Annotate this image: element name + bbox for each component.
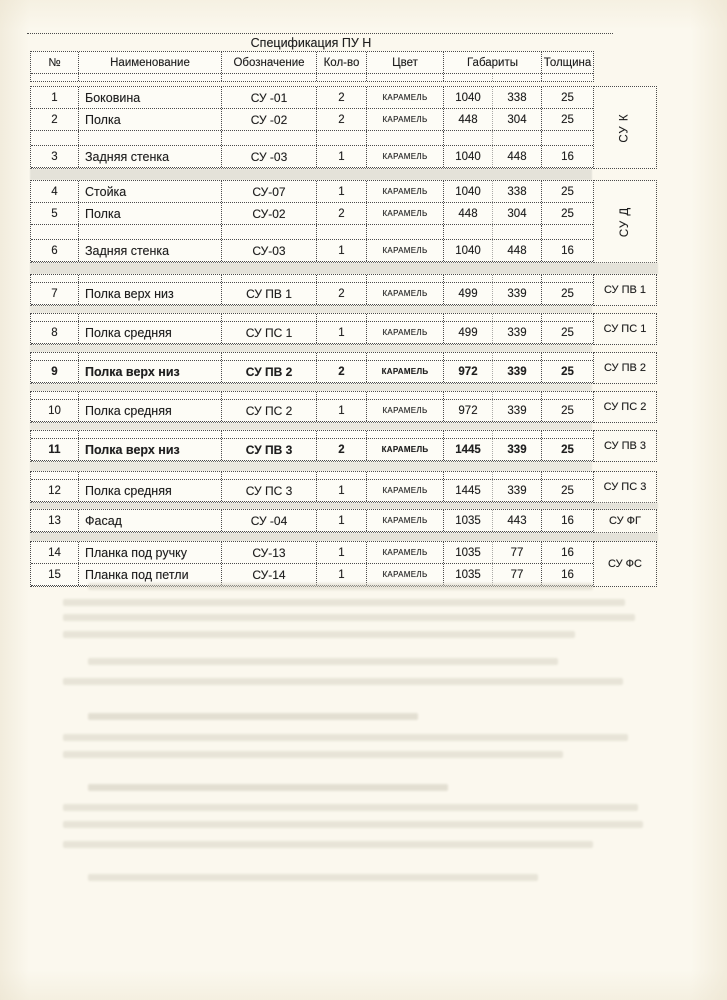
group-label-su-ps1: СУ ПС 1 bbox=[593, 313, 657, 345]
cell-qty: 1 bbox=[317, 480, 367, 501]
cell-color: КАРАМЕЛЬ bbox=[367, 400, 444, 421]
header-color: Цвет bbox=[367, 52, 444, 73]
header-qty: Кол-во bbox=[317, 52, 367, 73]
group-label-su-k: СУ К bbox=[593, 86, 657, 169]
cell-thickness: 16 bbox=[561, 150, 574, 163]
bleed-through-line bbox=[88, 583, 593, 590]
spacer-row bbox=[31, 431, 593, 439]
section-gap-shading bbox=[30, 423, 592, 430]
group-section-su-fs bbox=[30, 541, 642, 587]
bleed-through-line bbox=[88, 874, 538, 881]
bleed-through-line bbox=[63, 751, 563, 758]
cell-num: 13 bbox=[31, 510, 79, 531]
cell-color: КАРАМЕЛЬ bbox=[367, 240, 444, 261]
cell-name: Полка верх низ bbox=[79, 439, 222, 460]
cell-designation: СУ-14 bbox=[222, 564, 317, 585]
bleed-through-line bbox=[88, 658, 558, 665]
cell-name: Полка средняя bbox=[79, 322, 222, 343]
header-dimensions: Габариты bbox=[444, 52, 542, 73]
cell-thickness: 16 bbox=[561, 514, 574, 527]
group-section-su-k bbox=[30, 86, 631, 169]
group-label-su-fs: СУ ФС bbox=[593, 541, 657, 587]
section-gap-shading bbox=[30, 345, 592, 352]
cell-dim-height: 77 bbox=[493, 542, 542, 563]
spacer-row bbox=[31, 314, 593, 322]
group-label-su-pv2: СУ ПВ 2 bbox=[593, 352, 657, 384]
cell-dim-width: 499 bbox=[444, 283, 493, 304]
cell-qty: 2 bbox=[317, 109, 367, 130]
cell-dim-width: 1035 bbox=[444, 542, 493, 563]
cell-dim-height: 339 bbox=[493, 361, 542, 382]
cell-dim-height: 448 bbox=[493, 240, 542, 261]
cell-name: Планка под ручку bbox=[79, 542, 222, 563]
cell-dim-height: 304 bbox=[493, 109, 542, 130]
cell-dim-height: 339 bbox=[493, 480, 542, 501]
group-label-su-pv1: СУ ПВ 1 bbox=[593, 274, 657, 306]
cell-designation: СУ ПВ 3 bbox=[222, 439, 317, 460]
cell-designation: СУ ПС 3 bbox=[222, 480, 317, 501]
cell-num: 4 bbox=[31, 181, 79, 202]
cell-dim-width: 448 bbox=[444, 203, 493, 224]
cell-color: КАРАМЕЛЬ bbox=[367, 480, 444, 501]
cell-color: КАРАМЕЛЬ bbox=[367, 439, 444, 460]
cell-qty: 1 bbox=[317, 146, 367, 167]
spacer-row bbox=[31, 353, 593, 361]
cell-thickness: 25 bbox=[561, 443, 574, 456]
group-section-su-ps2 bbox=[30, 391, 647, 423]
table-row bbox=[31, 361, 593, 383]
group-section-su-pv1 bbox=[30, 274, 647, 306]
table-row bbox=[31, 480, 593, 502]
cell-color: КАРАМЕЛЬ bbox=[367, 109, 444, 130]
cell-color: КАРАМЕЛЬ bbox=[367, 361, 444, 382]
spacer-row bbox=[31, 275, 593, 283]
cell-num: 14 bbox=[31, 542, 79, 563]
cell-color: КАРАМЕЛЬ bbox=[367, 564, 444, 585]
top-dotted-rule bbox=[27, 33, 613, 34]
header-thickness: Толщина bbox=[543, 56, 592, 69]
cell-color: КАРАМЕЛЬ bbox=[367, 283, 444, 304]
cell-qty: 2 bbox=[317, 439, 367, 460]
table-row bbox=[31, 240, 593, 262]
bleed-through-line bbox=[63, 734, 628, 741]
cell-color: КАРАМЕЛЬ bbox=[367, 181, 444, 202]
cell-dim-width: 448 bbox=[444, 109, 493, 130]
bleed-through-line bbox=[63, 821, 643, 828]
cell-color: КАРАМЕЛЬ bbox=[367, 146, 444, 167]
cell-designation: СУ ПС 2 bbox=[222, 400, 317, 421]
group-section-su-fg bbox=[30, 509, 641, 533]
table-row bbox=[31, 109, 593, 131]
cell-dim-height: 339 bbox=[493, 322, 542, 343]
bleed-through-line bbox=[88, 713, 418, 720]
bleed-through-line bbox=[63, 841, 593, 848]
cell-designation: СУ -04 bbox=[222, 510, 317, 531]
bleed-through-line bbox=[63, 631, 575, 638]
table-row bbox=[31, 542, 593, 564]
empty-row bbox=[31, 225, 593, 240]
header-num: № bbox=[31, 52, 79, 73]
cell-thickness: 25 bbox=[561, 484, 574, 497]
cell-name: Полка верх низ bbox=[79, 283, 222, 304]
bleed-through-line bbox=[63, 678, 623, 685]
section-gap-shading bbox=[30, 306, 592, 313]
cell-thickness: 25 bbox=[561, 365, 574, 378]
group-label-su-ps3: СУ ПС 3 bbox=[593, 471, 657, 503]
cell-thickness: 25 bbox=[561, 207, 574, 220]
cell-qty: 2 bbox=[317, 283, 367, 304]
group-label-su-d: СУ Д bbox=[593, 180, 657, 263]
bleed-through-line bbox=[88, 784, 448, 791]
group-label-su-pv3: СУ ПВ 3 bbox=[593, 430, 657, 462]
cell-qty: 2 bbox=[317, 203, 367, 224]
section-gap-shading bbox=[30, 462, 592, 471]
bleed-through-line bbox=[63, 804, 638, 811]
cell-color: КАРАМЕЛЬ bbox=[367, 87, 444, 108]
cell-dim-height: 448 bbox=[493, 146, 542, 167]
cell-name: Полка средняя bbox=[79, 480, 222, 501]
cell-dim-width: 1035 bbox=[444, 564, 493, 585]
cell-dim-width: 499 bbox=[444, 322, 493, 343]
cell-dim-height: 338 bbox=[493, 181, 542, 202]
cell-thickness: 25 bbox=[561, 404, 574, 417]
spacer-row bbox=[31, 472, 593, 480]
bleed-through-line bbox=[63, 599, 625, 606]
cell-qty: 1 bbox=[317, 542, 367, 563]
cell-dim-height: 339 bbox=[493, 439, 542, 460]
table-row bbox=[31, 203, 593, 225]
cell-qty: 1 bbox=[317, 322, 367, 343]
cell-color: КАРАМЕЛЬ bbox=[367, 203, 444, 224]
cell-num: 6 bbox=[31, 240, 79, 261]
cell-num: 10 bbox=[31, 400, 79, 421]
cell-thickness: 25 bbox=[561, 91, 574, 104]
group-label-su-fg: СУ ФГ bbox=[593, 509, 657, 533]
cell-dim-width: 972 bbox=[444, 361, 493, 382]
cell-designation: СУ -01 bbox=[222, 87, 317, 108]
cell-num: 8 bbox=[31, 322, 79, 343]
cell-name: Полка средняя bbox=[79, 400, 222, 421]
cell-name: Задняя стенка bbox=[79, 240, 222, 261]
cell-color: КАРАМЕЛЬ bbox=[367, 322, 444, 343]
group-section-su-ps1 bbox=[30, 313, 647, 345]
cell-dim-width: 972 bbox=[444, 400, 493, 421]
table-row bbox=[31, 87, 593, 109]
cell-name: Полка bbox=[79, 203, 222, 224]
cell-qty: 1 bbox=[317, 564, 367, 585]
cell-dim-width: 1445 bbox=[444, 480, 493, 501]
section-gap-shading bbox=[30, 384, 592, 391]
cell-num: 11 bbox=[31, 439, 79, 460]
cell-num: 5 bbox=[31, 203, 79, 224]
cell-num: 3 bbox=[31, 146, 79, 167]
cell-thickness: 25 bbox=[561, 287, 574, 300]
cell-dim-height: 339 bbox=[493, 283, 542, 304]
cell-name: Боковина bbox=[79, 87, 222, 108]
table-row bbox=[31, 510, 593, 532]
cell-color: КАРАМЕЛЬ bbox=[367, 542, 444, 563]
section-gap-shading bbox=[30, 263, 658, 274]
header-name: Наименование bbox=[79, 52, 222, 73]
table-row bbox=[31, 439, 593, 461]
table-header-section bbox=[30, 51, 594, 82]
cell-thickness: 25 bbox=[561, 113, 574, 126]
cell-designation: СУ-03 bbox=[222, 240, 317, 261]
group-section-su-pv3 bbox=[30, 430, 647, 462]
cell-num: 7 bbox=[31, 283, 79, 304]
cell-name: Планка под петли bbox=[79, 564, 222, 585]
cell-designation: СУ ПС 1 bbox=[222, 322, 317, 343]
cell-qty: 1 bbox=[317, 510, 367, 531]
cell-designation: СУ-13 bbox=[222, 542, 317, 563]
cell-num: 2 bbox=[31, 109, 79, 130]
cell-dim-width: 1040 bbox=[444, 146, 493, 167]
group-section-su-ps3 bbox=[30, 471, 647, 503]
cell-thickness: 16 bbox=[561, 244, 574, 257]
cell-dim-height: 443 bbox=[493, 510, 542, 531]
cell-num: 1 bbox=[31, 87, 79, 108]
specification-table bbox=[30, 51, 690, 587]
cell-dim-height: 339 bbox=[493, 400, 542, 421]
cell-thickness: 16 bbox=[561, 568, 574, 581]
group-label-su-ps2: СУ ПС 2 bbox=[593, 391, 657, 423]
cell-name: Полка bbox=[79, 109, 222, 130]
cell-designation: СУ -03 bbox=[222, 146, 317, 167]
cell-thickness: 25 bbox=[561, 185, 574, 198]
cell-name: Фасад bbox=[79, 510, 222, 531]
spacer-row bbox=[31, 74, 593, 81]
cell-dim-height: 304 bbox=[493, 203, 542, 224]
cell-thickness: 16 bbox=[561, 546, 574, 559]
cell-designation: СУ-02 bbox=[222, 203, 317, 224]
cell-dim-width: 1445 bbox=[444, 439, 493, 460]
page-title: Спецификация ПУ Н bbox=[250, 36, 372, 50]
header-designation: Обозначение bbox=[222, 52, 317, 73]
table-row bbox=[31, 181, 593, 203]
spacer-row bbox=[31, 392, 593, 400]
cell-num: 9 bbox=[31, 361, 79, 382]
table-row bbox=[31, 146, 593, 168]
cell-dim-width: 1040 bbox=[444, 181, 493, 202]
cell-dim-width: 1040 bbox=[444, 240, 493, 261]
group-section-su-pv2 bbox=[30, 352, 647, 384]
cell-dim-width: 1040 bbox=[444, 87, 493, 108]
cell-designation: СУ -02 bbox=[222, 109, 317, 130]
section-gap-shading bbox=[30, 533, 658, 541]
group-section-su-d bbox=[30, 180, 631, 263]
cell-qty: 1 bbox=[317, 400, 367, 421]
cell-num: 15 bbox=[31, 564, 79, 585]
cell-thickness: 25 bbox=[561, 326, 574, 339]
cell-name: Задняя стенка bbox=[79, 146, 222, 167]
empty-row bbox=[31, 131, 593, 146]
cell-name: Стойка bbox=[79, 181, 222, 202]
cell-qty: 2 bbox=[317, 361, 367, 382]
cell-name: Полка верх низ bbox=[79, 361, 222, 382]
cell-qty: 1 bbox=[317, 240, 367, 261]
table-row bbox=[31, 283, 593, 305]
table-row bbox=[31, 322, 593, 344]
table-row bbox=[31, 400, 593, 422]
cell-dim-width: 1035 bbox=[444, 510, 493, 531]
cell-dim-height: 77 bbox=[493, 564, 542, 585]
cell-num: 12 bbox=[31, 480, 79, 501]
cell-qty: 2 bbox=[317, 87, 367, 108]
cell-dim-height: 338 bbox=[493, 87, 542, 108]
cell-color: КАРАМЕЛЬ bbox=[367, 510, 444, 531]
cell-designation: СУ-07 bbox=[222, 181, 317, 202]
bleed-through-line bbox=[63, 614, 635, 621]
cell-designation: СУ ПВ 2 bbox=[222, 361, 317, 382]
cell-designation: СУ ПВ 1 bbox=[222, 283, 317, 304]
header-row bbox=[31, 52, 593, 74]
cell-qty: 1 bbox=[317, 181, 367, 202]
section-gap-shading bbox=[30, 169, 592, 180]
